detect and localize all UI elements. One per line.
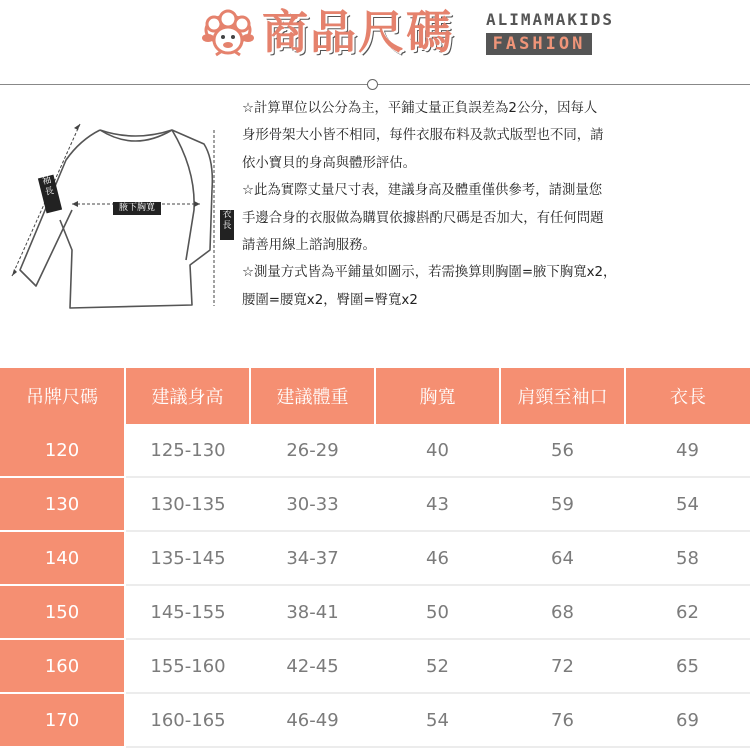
table-cell: 125-130 bbox=[125, 424, 250, 477]
column-header: 胸寬 bbox=[375, 368, 500, 424]
note-line: 請善用線上諮詢服務。 bbox=[242, 238, 376, 254]
table-cell: 72 bbox=[500, 639, 625, 693]
sheep-mascot-icon bbox=[200, 8, 256, 60]
table-cell: 38-41 bbox=[250, 585, 375, 639]
table-cell: 40 bbox=[375, 424, 500, 477]
measurement-diagram bbox=[0, 100, 240, 320]
size-cell: 160 bbox=[0, 639, 125, 693]
size-cell: 150 bbox=[0, 585, 125, 639]
size-cell: 140 bbox=[0, 531, 125, 585]
brand-tagline: FASHION bbox=[486, 33, 592, 55]
table-cell: 59 bbox=[500, 477, 625, 531]
table-cell: 62 bbox=[625, 585, 750, 639]
size-cell: 120 bbox=[0, 424, 125, 477]
table-cell: 50 bbox=[375, 585, 500, 639]
table-cell: 58 bbox=[625, 531, 750, 585]
table-row bbox=[0, 424, 750, 477]
table-row bbox=[0, 477, 750, 531]
table-cell: 52 bbox=[375, 639, 500, 693]
table-cell: 30-33 bbox=[250, 477, 375, 531]
table-cell: 54 bbox=[625, 477, 750, 531]
table-cell: 46 bbox=[375, 531, 500, 585]
table-cell: 155-160 bbox=[125, 639, 250, 693]
size-cell: 170 bbox=[0, 693, 125, 747]
chest-width-label: 腋下胸寬 bbox=[113, 202, 161, 215]
table-cell: 43 bbox=[375, 477, 500, 531]
note-line: ☆測量方式皆為平鋪量如圖示，若需換算則胸圍=腋下胸寬x2， bbox=[242, 265, 617, 281]
table-cell: 65 bbox=[625, 639, 750, 693]
table-cell: 76 bbox=[500, 693, 625, 747]
note-line: 腰圍=腰寬x2，臀圍=臀寬x2 bbox=[242, 292, 418, 308]
table-row bbox=[0, 639, 750, 693]
column-header: 衣長 bbox=[625, 368, 750, 424]
table-header-row bbox=[0, 368, 750, 424]
table-cell: 68 bbox=[500, 585, 625, 639]
table-cell: 64 bbox=[500, 531, 625, 585]
table-cell: 160-165 bbox=[125, 693, 250, 747]
table-cell: 49 bbox=[625, 424, 750, 477]
table-row bbox=[0, 585, 750, 639]
divider-circle bbox=[367, 79, 378, 90]
table-row bbox=[0, 693, 750, 747]
table-cell: 26-29 bbox=[250, 424, 375, 477]
size-cell: 130 bbox=[0, 477, 125, 531]
column-header: 肩頸至袖口 bbox=[500, 368, 625, 424]
sleeve-length-label: 袖長 bbox=[38, 175, 62, 214]
note-line: 依小寶貝的身高與體形評估。 bbox=[242, 155, 417, 171]
page-title: 商品尺碼 bbox=[262, 5, 454, 59]
note-line: ☆計算單位以公分為主，平鋪丈量正負誤差為2公分，因每人 bbox=[242, 101, 598, 116]
column-header: 吊牌尺碼 bbox=[0, 368, 125, 424]
note-line: 身形骨架大小皆不相同，每件衣服布料及款式版型也不同，請 bbox=[242, 128, 604, 144]
table-cell: 42-45 bbox=[250, 639, 375, 693]
table-cell: 145-155 bbox=[125, 585, 250, 639]
table-cell: 56 bbox=[500, 424, 625, 477]
header bbox=[0, 0, 750, 90]
size-notes bbox=[242, 95, 712, 314]
table-cell: 54 bbox=[375, 693, 500, 747]
table-row bbox=[0, 531, 750, 585]
column-header: 建議體重 bbox=[250, 368, 375, 424]
note-line: 手邊合身的衣服做為購買依據斟酌尺碼是否加大，有任何問題 bbox=[242, 210, 604, 226]
table-cell: 69 bbox=[625, 693, 750, 747]
column-header: 建議身高 bbox=[125, 368, 250, 424]
table-cell: 130-135 bbox=[125, 477, 250, 531]
table-cell: 135-145 bbox=[125, 531, 250, 585]
table-cell: 34-37 bbox=[250, 531, 375, 585]
body-length-label: 衣長 bbox=[220, 210, 234, 240]
size-table bbox=[0, 368, 750, 748]
note-line: ☆此為實際丈量尺寸表，建議身高及體重僅供參考，請測量您 bbox=[242, 183, 603, 199]
brand-name: ALIMAMAKIDS bbox=[486, 10, 614, 29]
table-cell: 46-49 bbox=[250, 693, 375, 747]
